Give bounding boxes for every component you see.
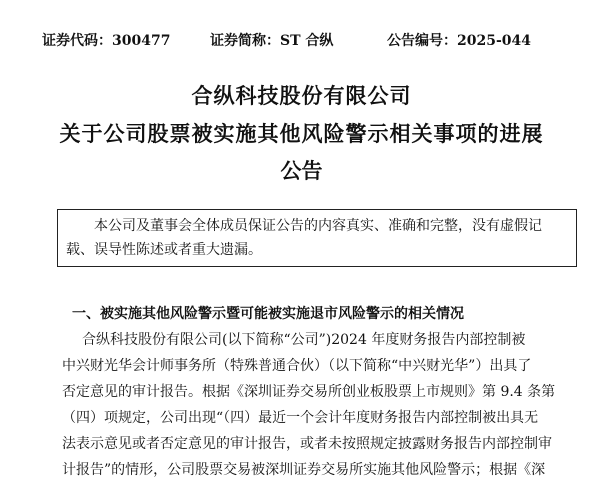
section-heading: 一、被实施其他风险警示暨可能被实施退市风险警示的相关情况 (72, 306, 464, 322)
body-line: 否定意见的审计报告。根据《深圳证券交易所创业板股票上市规则》第 9.4 条第 (62, 384, 556, 400)
notice-title-line-2: 公告 (280, 158, 323, 183)
statement-line-1: 本公司及董事会全体成员保证公告的内容真实、准确和完整，没有虚假记 (94, 218, 542, 234)
board-statement-box (57, 209, 577, 267)
body-line: （四）项规定，公司出现“（四）最近一个会计年度财务报告内部控制被出具无 (62, 410, 539, 426)
statement-line-2: 载、误导性陈述或者重大遗漏。 (66, 242, 262, 258)
body-line: 合纵科技股份有限公司(以下简称“公司”)2024 年度财务报告内部控制被 (82, 332, 526, 348)
document-header (42, 30, 572, 52)
notice-title-line-1: 关于公司股票被实施其他风险警示相关事项的进展 (59, 121, 544, 146)
company-name-title: 合纵科技股份有限公司 (191, 83, 412, 108)
body-line: 中兴财光华会计师事务所（特殊普通合伙）（以下简称“中兴财光华”）出具了 (62, 358, 532, 374)
stock-short-name: 证券简称：ST 合纵 (210, 33, 334, 49)
stock-code: 证券代码：300477 (42, 33, 171, 49)
notice-number: 公告编号：2025-044 (387, 33, 531, 49)
body-line: 法表示意见或者否定意见的审计报告，或者未按照规定披露财务报告内部控制审 (62, 436, 552, 452)
body-line: 计报告”的情形，公司股票交易被深圳证券交易所实施其他风险警示；根据《深 (62, 462, 546, 478)
section-body (62, 327, 602, 483)
